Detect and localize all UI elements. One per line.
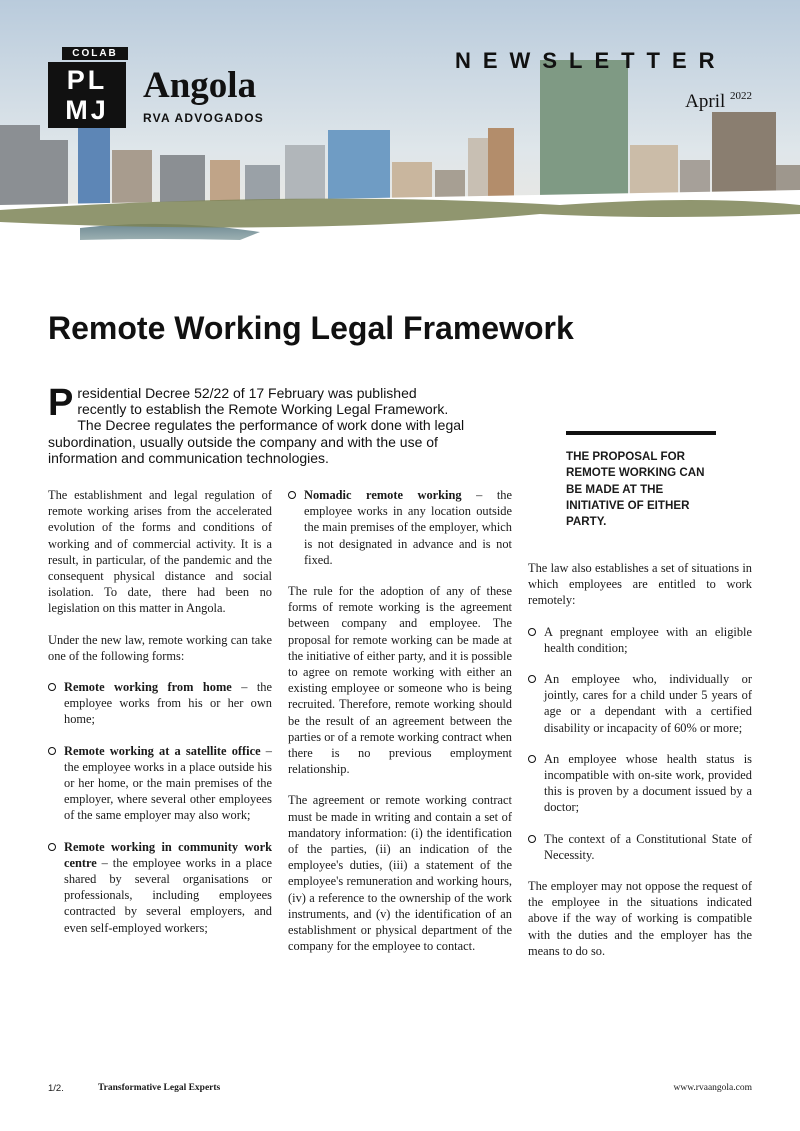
bullet-circle-icon — [48, 843, 56, 851]
drop-cap: P — [48, 382, 74, 424]
list-item-desc: – the employee works in any location outside the main premises of the employer, which is not designated in advance and is not fixed. — [304, 488, 513, 567]
list-item-term: Nomadic remote working — [304, 488, 462, 502]
list-item-text: A pregnant employee with an eligible health condition; — [544, 624, 752, 655]
list-item-desc: – the employee works from his or her own home; — [64, 680, 272, 727]
lead-text: residential Decree 52/22 of 17 February was published recently to establish the Remote Working Legal Framework. The Decree regulates the performance of work done with legal subordination, usually outside the company and with the use of information and communication technologies. — [48, 385, 465, 466]
bullet-circle-icon — [528, 628, 536, 636]
list-item — [528, 751, 752, 816]
list-item — [528, 624, 752, 656]
list-item — [288, 487, 512, 568]
logo-subtitle: RVA ADVOGADOS — [143, 111, 264, 125]
list-item — [48, 743, 272, 824]
newsletter-label: NEWSLETTER — [455, 48, 727, 73]
footer-url[interactable]: www.rvaangola.com — [673, 1083, 752, 1093]
footer-tagline: Transformative Legal Experts — [98, 1083, 221, 1093]
remote-forms-list — [48, 679, 272, 936]
bullet-circle-icon — [48, 747, 56, 755]
list-item — [48, 679, 272, 728]
bullet-circle-icon — [48, 683, 56, 691]
pull-quote — [566, 431, 716, 530]
remote-forms-list-cont — [288, 487, 512, 568]
lead-paragraph — [48, 382, 468, 466]
column-1 — [48, 487, 272, 951]
logo-colab-label: COLAB — [62, 47, 128, 60]
paragraph: The establishment and legal regulation of remote working arises from the accelerated evolution of the forms and conditions of working and of commercial activity. It is a result, in particular, of the pandemic and the consequent physical distance and social isolation. To date, there had been no legislation on this matter in Angola. — [48, 488, 272, 616]
column-2 — [288, 487, 512, 969]
list-item-text: An employee who, individually or jointly, cares for a child under 5 years of age or a dependant with a certified disability or incapacity of 60% or more; — [544, 672, 752, 735]
list-item-desc: – the employee works in a place outside his or her home, or the main premises of the employer, where several other employees of the same employer may also work; — [64, 743, 272, 823]
list-item-text: An employee whose health status is incompatible with on-site work, provided this is proven by a document issued by a doctor; — [544, 751, 752, 815]
entitlement-list — [528, 624, 752, 863]
page-title: Remote Working Legal Framework — [48, 310, 574, 346]
list-item-term: Remote working at a satellite office — [64, 743, 261, 758]
list-item-term: Remote working from home — [64, 680, 232, 695]
paragraph: The rule for the adoption of any of these forms of remote working is the agreement between company and employee. The proposal for remote working can be made at the initiative of either party, and it is possible to agree on remote working with either an existing employee or someone who is being recruited. Therefore, remote working should be the result of an agreement between the parties or of a remote working contract when there is no previous employment relationship. — [288, 584, 512, 777]
page-number: 1/2. — [48, 1083, 64, 1094]
list-item — [528, 671, 752, 736]
paragraph: The agreement or remote working contract must be made in writing and contain a set of mandatory information: (i) the identification of the parties, (ii) an indication of the employee's duties, (iii) a statement of the employee's remuneration and working hours, (iv) a reference to the ownership of the work instruments, and (v) the identification of an establishment or physical department of the company for the employee to contact. — [288, 793, 512, 954]
bullet-circle-icon — [288, 491, 296, 499]
paragraph: Under the new law, remote working can take one of the following forms: — [48, 632, 272, 663]
plmj-logo — [48, 62, 126, 128]
paragraph: The law also establishes a set of situations in which employees are entitled to work remotely: — [528, 561, 752, 608]
list-item-desc: – the employee works in a place shared by several organisations or professionals, including employees contracted by several employers, and even self-employed workers; — [64, 855, 272, 935]
page-footer — [48, 1083, 752, 1097]
logo-text-line1: PL — [66, 65, 108, 95]
pull-quote-text: THE PROPOSAL FOR REMOTE WORKING CAN BE MADE AT THE INITIATIVE OF EITHER PARTY. — [566, 450, 705, 529]
issue-date — [685, 90, 752, 113]
bullet-circle-icon — [528, 675, 536, 683]
list-item — [48, 839, 272, 936]
header-banner — [0, 0, 800, 250]
list-item-text: The context of a Constitutional State of Necessity. — [544, 831, 752, 862]
paragraph: The employer may not oppose the request of the employee in the situations indicated above if the way of working is compatible with the duties and the employer has the means to do so. — [528, 879, 752, 958]
issue-year: 2022 — [730, 90, 752, 102]
list-item-term: Remote working in community work centre — [64, 839, 272, 870]
logo-brand: Angola — [143, 65, 257, 106]
issue-month: April — [685, 91, 726, 112]
list-item — [528, 831, 752, 863]
column-3 — [528, 560, 752, 974]
bullet-circle-icon — [528, 755, 536, 763]
logo-text-line2: MJ — [65, 95, 109, 125]
bullet-circle-icon — [528, 835, 536, 843]
